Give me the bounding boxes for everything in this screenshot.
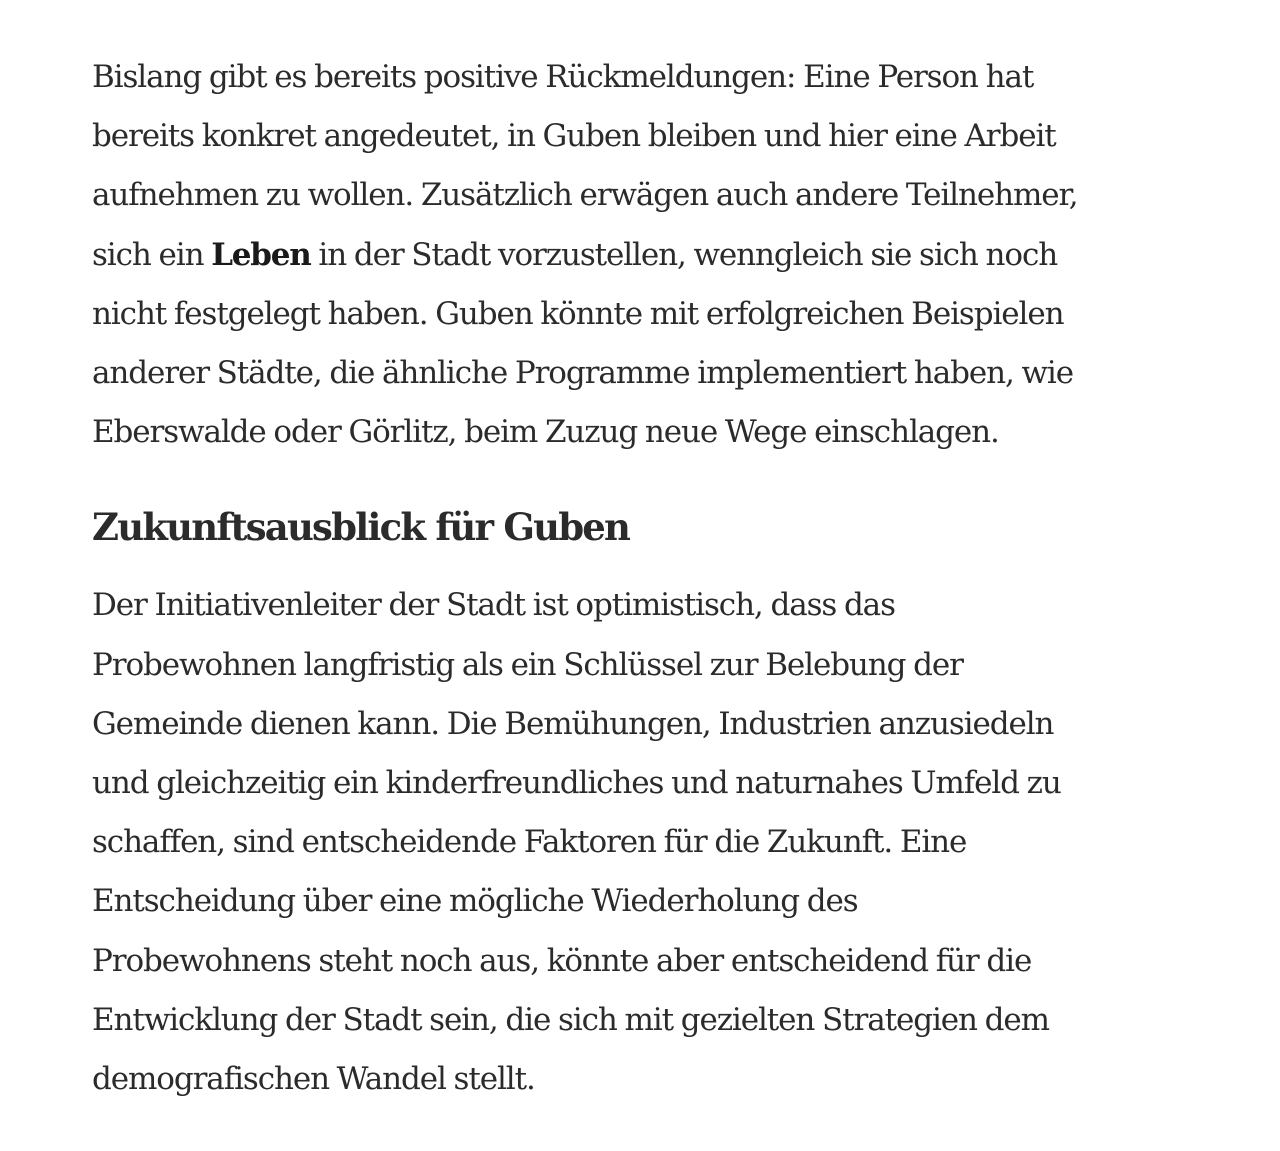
- section-heading: Zukunftsausblick für Guben: [92, 505, 630, 550]
- paragraph-line: Entscheidung über eine mögliche Wiederholung des: [92, 883, 858, 920]
- paragraph-line: und gleichzeitig ein kinderfreundliches und naturnahes Umfeld zu: [92, 765, 1061, 802]
- keyword-leben: Leben: [211, 236, 311, 273]
- paragraph-feedback: [92, 48, 1182, 462]
- paragraph-line: Probewohnens steht noch aus, könnte aber entscheidend für die: [92, 942, 1032, 979]
- paragraph-line: anderer Städte, die ähnliche Programme implementiert haben, wie: [92, 355, 1073, 392]
- article-body: [92, 48, 1182, 1109]
- paragraph-line: bereits konkret angedeutet, in Guben bleiben und hier eine Arbeit: [92, 118, 1056, 155]
- paragraph-line: aufnehmen zu wollen. Zusätzlich erwägen auch andere Teilnehmer,: [92, 177, 1078, 214]
- paragraph-outlook: [92, 576, 1182, 1109]
- paragraph-line: Eberswalde oder Görlitz, beim Zuzug neue Wege einschlagen.: [92, 414, 999, 451]
- paragraph-line: Probewohnen langfristig als ein Schlüssel zur Belebung der: [92, 646, 963, 683]
- paragraph-line: demografischen Wandel stellt.: [92, 1061, 535, 1098]
- paragraph-line: sich ein Leben in der Stadt vorzustellen, wenngleich sie sich noch: [92, 236, 1058, 273]
- paragraph-line: nicht festgelegt haben. Guben könnte mit erfolgreichen Beispielen: [92, 295, 1064, 332]
- paragraph-line: Der Initiativenleiter der Stadt ist optimistisch, dass das: [92, 587, 895, 624]
- paragraph-line: Bislang gibt es bereits positive Rückmeldungen: Eine Person hat: [92, 59, 1034, 95]
- paragraph-line: schaffen, sind entscheidende Faktoren für die Zukunft. Eine: [92, 824, 967, 861]
- paragraph-line: Entwicklung der Stadt sein, die sich mit gezielten Strategien dem: [92, 1001, 1049, 1038]
- paragraph-line: Gemeinde dienen kann. Die Bemühungen, Industrien anzusiedeln: [92, 705, 1054, 742]
